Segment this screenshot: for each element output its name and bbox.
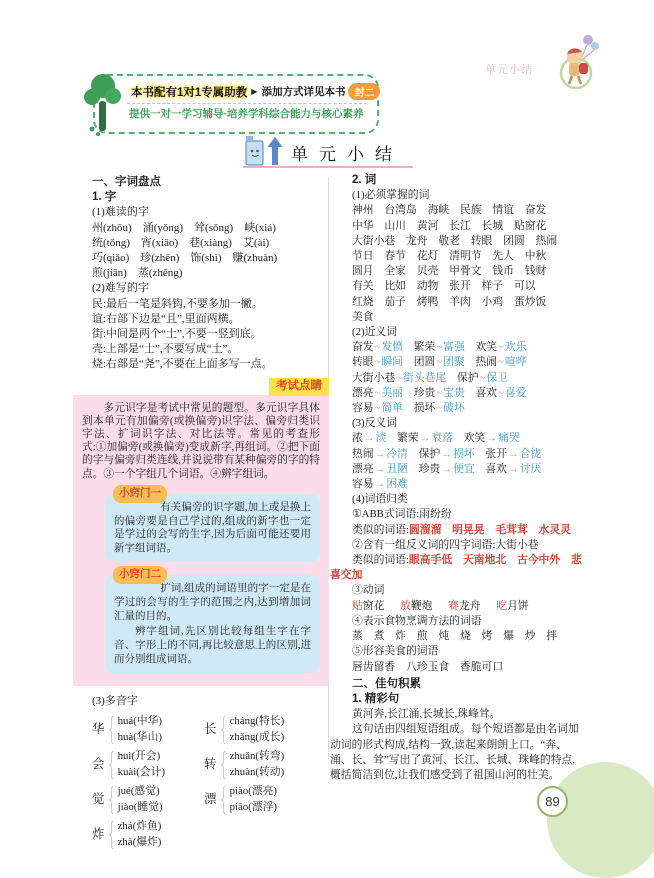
- category-2-head: ②含有一组反义词的四字词语:大街小巷: [352, 538, 539, 551]
- polyphone-entry: 觉 { jué(感觉) jiào(睡觉): [92, 781, 163, 817]
- synonym-row: 奋发~发愤 繁荣~富强 欢笑~欢乐: [352, 341, 527, 354]
- polyphone-entry: 漂 { piào(漂亮) piāo(漂浮): [204, 781, 277, 817]
- hard-write-line: 烧:右部是“尧”,不要在上面多写一点。: [92, 358, 273, 371]
- tip-1-badge: 小窍门一: [113, 485, 167, 503]
- brace-icon: {: [106, 711, 116, 747]
- brace-icon: {: [106, 746, 116, 782]
- tip-box-2: [105, 568, 320, 673]
- antonym-row: 浓→淡 繁荣→衰落 欢笑→痛哭: [352, 432, 520, 445]
- tutor-ad-banner: [93, 74, 379, 134]
- food-words-row: 唇齿留香 八珍玉食 香脆可口: [352, 660, 504, 673]
- section-heading: 一、字词盘点: [92, 176, 161, 188]
- tip-2-text: 辨字组词,先区别比较每组生字在字音、字形上的不同,再比较意思上的区别,进而分别组成词语。: [114, 626, 311, 666]
- textbook-page: [27, 0, 627, 852]
- brace-icon: {: [218, 711, 228, 747]
- corner-decoration: [547, 762, 654, 878]
- right-column: [330, 173, 584, 783]
- category-4-head: ④表示食物烹调方法的词语: [352, 614, 482, 627]
- page-title-block: [243, 134, 403, 167]
- category-1-head: ①ABB式词语:雨纷纷: [352, 508, 452, 521]
- brace-icon: {: [106, 781, 116, 817]
- book-with-up-arrow-icon: [243, 134, 283, 167]
- sentence-analysis: 这句话由四组短语组成。每个短语都是由名词加动词的形式构成,结构一致,读起来朗朗上口。“奔、涌、长、耸”写出了黄河、长江、长城、珠峰的特点,概括简洁到位,让我们感受到了祖国山河的壮美。: [330, 723, 579, 781]
- similar-words-line: 类似的词语:圆溜溜 明晃晃 毛茸茸 水灵灵: [352, 523, 571, 536]
- synonym-row: 转眼~瞬间 团圆~团聚 热闹~喧哗: [352, 356, 527, 369]
- hard-read-row: 州(zhōu) 涌(yǒng) 耸(sǒng) 峡(xiá): [92, 221, 276, 234]
- hard-write-line: 谊:右部下边是“且”,里面两横。: [92, 312, 240, 325]
- hard-write-line: 民:最后一笔是斜钩,不要多加一撇。: [92, 297, 263, 310]
- hard-read-row: 煎(jiān) 蒸(zhēng): [92, 267, 183, 280]
- antonym-row: 容易→困难: [352, 478, 408, 491]
- hard-write-label: (2)难写的字: [92, 282, 149, 295]
- banner-main-text: 本书配有1对1专属助教: [131, 86, 248, 99]
- polyphone-label: (3)多音字: [92, 694, 138, 707]
- child-with-balloons-mascot-icon: [553, 32, 601, 92]
- banner-line1: [95, 76, 377, 101]
- synonym-row: 漂亮~美丽 珍贵~宝贵 喜欢~喜爱: [352, 386, 527, 399]
- similar-words-line: 类似的词语:眼高手低 天南地北 古今中外 悲喜交加: [330, 554, 582, 582]
- cover-page-badge: 封二: [348, 83, 380, 100]
- title-underline: [243, 166, 413, 168]
- polyphone-entry: 会 { huì(开会) kuài(会计): [92, 746, 165, 782]
- subsection-heading: 1. 精彩句: [352, 692, 400, 705]
- word-row: 有关 比如 动物 张开 样子 可以: [352, 280, 536, 293]
- polyphone-entry: 转 { zhuǎn(转弯) zhuàn(转动): [204, 746, 285, 782]
- antonym-row: 漂亮→丑陋 珍贵→便宜 喜欢→讨厌: [352, 462, 542, 475]
- brace-icon: {: [218, 746, 228, 782]
- verb-phrase-row: 贴窗花 放鞭炮 赛龙舟 吃月饼: [352, 599, 529, 612]
- antonyms-label: (3)反义词: [352, 417, 397, 430]
- cooking-words-row: 蒸 煮 炸 煎 炖 烧 烤 爆 炒 拌: [352, 630, 558, 643]
- word-row: 圆月 全家 贝壳 甲骨文 钱币 钱财: [352, 265, 547, 278]
- page-title: 单元小结: [291, 145, 403, 164]
- category-3-head: ③动词: [352, 584, 385, 597]
- brace-icon: {: [106, 816, 116, 852]
- tip-1-text: 有关偏旁的识字题,加上或是换上的偏旁要是自己学过的,组成的新字也一定是学过的会写的生字,因为后面可能还要用新字组词语。: [114, 501, 311, 555]
- arrow-right-icon: ▶: [251, 87, 258, 96]
- section-heading: 二、佳句积累: [352, 677, 421, 690]
- word-row: 红烧 茄子 烤鸭 羊肉 小鸡 蛋炒饭: [352, 295, 547, 308]
- must-know-label: (1)必须掌握的词: [352, 189, 430, 202]
- exam-tip-badge: 考试点睛: [269, 378, 329, 396]
- polyphone-entry: 华 { huá(中华) huà(华山): [92, 711, 162, 747]
- brace-icon: {: [218, 781, 228, 817]
- category-5-head: ⑤形容美食的词语: [352, 645, 439, 658]
- tip-2-badge: 小窍门二: [113, 566, 167, 584]
- section-heading: 2. 词: [352, 174, 377, 186]
- hard-write-line: 街:中间是两个“土”,不要一竖到底。: [92, 328, 262, 341]
- banner-tagline: 提供一对一学习辅导·培养学科综合能力与核心素养: [129, 108, 364, 120]
- synonym-row: 容易~简单 损坏~破坏: [352, 402, 465, 415]
- hard-read-row: 巧(qiǎo) 珍(zhēn) 饰(shì) 赚(zhuàn): [92, 252, 278, 265]
- banner-sub-text: 添加方式详见本书: [261, 86, 346, 98]
- word-row: 神州 台湾岛 海峡 民族 情谊 奋发: [352, 204, 547, 217]
- featured-sentence: 黄河奔,长江涌,长城长,珠峰耸。: [352, 708, 501, 721]
- polyphone-entry: 炸 { zhá(炸鱼) zhà(爆炸): [92, 816, 162, 852]
- word-row: 大街小巷 龙舟 敬老 转眼 团圆 热闹: [352, 234, 558, 247]
- polyphone-grid: [92, 712, 325, 852]
- tree-icon: [83, 71, 123, 139]
- word-row: 美食: [352, 310, 374, 323]
- synonyms-label: (2)近义词: [352, 326, 397, 339]
- corner-section-label: 单元小结: [485, 64, 533, 76]
- subsection-heading: 1. 字: [92, 191, 117, 204]
- exam-tip-box: [73, 379, 329, 686]
- banner-divider: [127, 103, 367, 104]
- hard-read-row: 统(tǒng) 宵(xiāo) 巷(xiàng) 艾(ài): [92, 236, 270, 249]
- word-row: 中华 山川 黄河 长江 长城 贴窗花: [352, 219, 547, 232]
- page-number-badge: 89: [537, 786, 568, 817]
- synonym-row: 大街小巷~街头巷尾 保护~保卫: [352, 371, 508, 384]
- polyphone-entry: 长 { cháng(特长) zhǎng(成长): [204, 711, 285, 747]
- tip-box-1: [105, 486, 320, 562]
- category-label: (4)词语归类: [352, 493, 408, 506]
- tip-2-text: 扩词,组成的词语里的字一定是在学过的会写的生字的范围之内,达到增加词汇量的目的。: [114, 583, 311, 622]
- exam-tip-text: 多元识字是考试中常见的题型。多元识字具体到本单元有加偏旁(或换偏旁)识字法、偏旁归类识字法、扩词识字法、对比法等。常见的考查形式:①加偏旁(或换偏旁)变成新字,再组词。②把下面的字与偏旁归类连线,并说说带有某种偏旁的字的特点。③一个字组几个词语。④辨字组词。: [82, 401, 320, 480]
- hard-read-label: (1)难读的字: [92, 206, 149, 219]
- left-column: [82, 175, 325, 852]
- word-row: 节日 春节 花灯 清明节 先人 中秋: [352, 250, 547, 263]
- hard-write-line: 壳:上部是“士”,不要写成“土”。: [92, 343, 239, 356]
- antonym-row: 热闹→冷清 保护→损坏 张开→合拢: [352, 447, 542, 460]
